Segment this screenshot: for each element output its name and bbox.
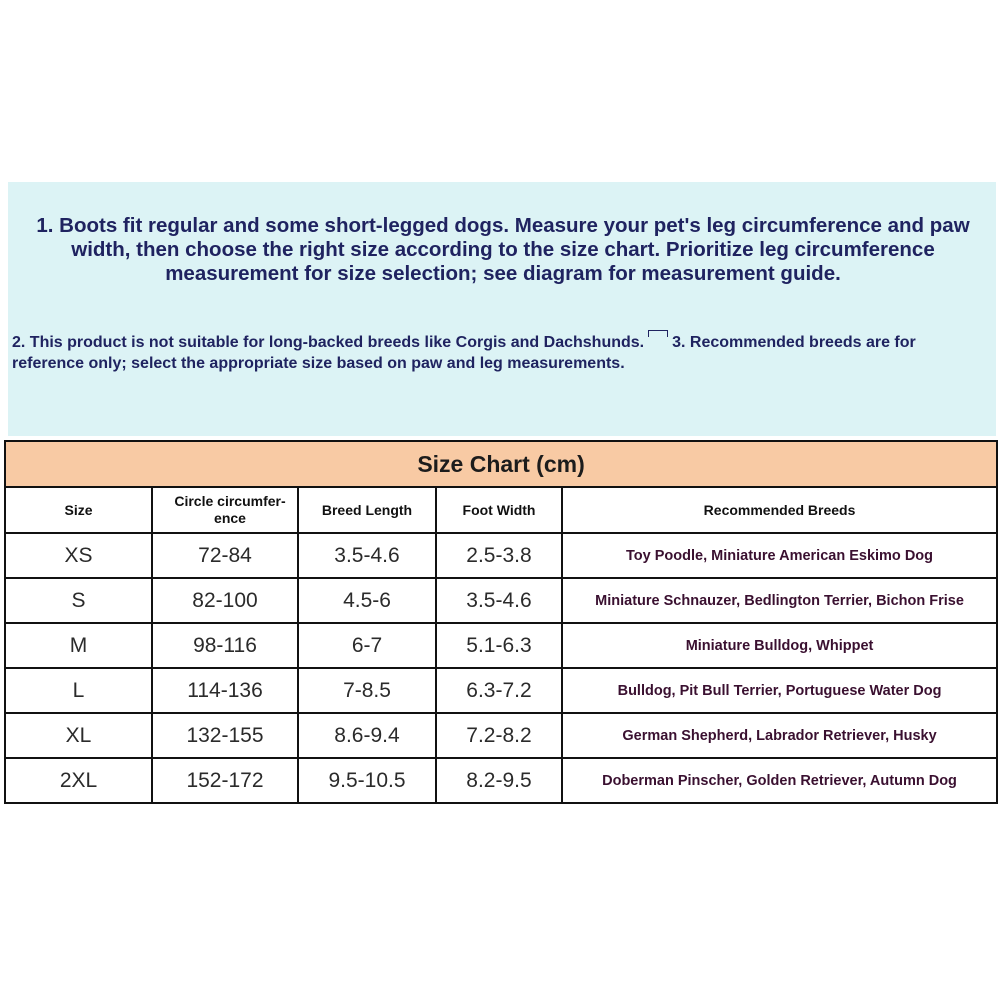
breed-note-3: 3. Recommended breeds are for reference only; select the appropriate size based on paw and leg measurements. — [12, 334, 916, 372]
foot-width-cell: 8.2-9.5 — [436, 758, 562, 803]
size-cell: 2XL — [5, 758, 152, 803]
circumference-cell: 132-155 — [152, 713, 298, 758]
breed-length-cell: 8.6-9.4 — [298, 713, 436, 758]
breed-note-2: 2. This product is not suitable for long-backed breeds like Corgis and Dachshunds. — [12, 334, 645, 351]
table-row — [5, 578, 997, 623]
foot-width-cell: 5.1-6.3 — [436, 623, 562, 668]
foot-width-cell: 2.5-3.8 — [436, 533, 562, 578]
size-cell: XS — [5, 533, 152, 578]
table-row — [5, 623, 997, 668]
header-recommended-breeds: Recommended Breeds — [562, 487, 997, 533]
size-cell: S — [5, 578, 152, 623]
breed-length-cell: 7-8.5 — [298, 668, 436, 713]
circumference-cell: 114-136 — [152, 668, 298, 713]
foot-width-cell: 7.2-8.2 — [436, 713, 562, 758]
header-circle-circumference: Circle circumfer-ence — [152, 487, 298, 533]
breed-length-cell: 4.5-6 — [298, 578, 436, 623]
header-foot-width: Foot Width — [436, 487, 562, 533]
notice-panel — [8, 182, 996, 436]
foot-width-cell: 6.3-7.2 — [436, 668, 562, 713]
recommended-breeds-cell: Miniature Schnauzer, Bedlington Terrier, Bichon Frise — [562, 578, 997, 623]
foot-width-cell: 3.5-4.6 — [436, 578, 562, 623]
size-cell: XL — [5, 713, 152, 758]
circumference-cell: 72-84 — [152, 533, 298, 578]
size-chart-table — [4, 440, 998, 804]
circumference-cell: 82-100 — [152, 578, 298, 623]
breed-notes — [12, 330, 972, 374]
header-breed-length: Breed Length — [298, 487, 436, 533]
header-size: Size — [5, 487, 152, 533]
header-row — [5, 487, 997, 533]
recommended-breeds-cell: Bulldog, Pit Bull Terrier, Portuguese Water Dog — [562, 668, 997, 713]
size-chart-title: Size Chart (cm) — [5, 441, 997, 487]
bracket-mark-icon — [648, 330, 668, 337]
size-chart-title-row — [5, 441, 997, 487]
recommended-breeds-cell: Toy Poodle, Miniature American Eskimo Dog — [562, 533, 997, 578]
breed-length-cell: 3.5-4.6 — [298, 533, 436, 578]
breed-length-cell: 9.5-10.5 — [298, 758, 436, 803]
table-row — [5, 533, 997, 578]
breed-length-cell: 6-7 — [298, 623, 436, 668]
circumference-cell: 98-116 — [152, 623, 298, 668]
table-row — [5, 713, 997, 758]
size-cell: M — [5, 623, 152, 668]
table-row — [5, 668, 997, 713]
circumference-cell: 152-172 — [152, 758, 298, 803]
fit-instructions: 1. Boots fit regular and some short-legged dogs. Measure your pet's leg circumference and paw width, then choose the right size according to the size chart. Prioritize leg circumference measurement for size selection; see diagram for measurement guide. — [36, 214, 970, 285]
recommended-breeds-cell: Miniature Bulldog, Whippet — [562, 623, 997, 668]
table-row — [5, 758, 997, 803]
recommended-breeds-cell: German Shepherd, Labrador Retriever, Husky — [562, 713, 997, 758]
recommended-breeds-cell: Doberman Pinscher, Golden Retriever, Autumn Dog — [562, 758, 997, 803]
size-cell: L — [5, 668, 152, 713]
